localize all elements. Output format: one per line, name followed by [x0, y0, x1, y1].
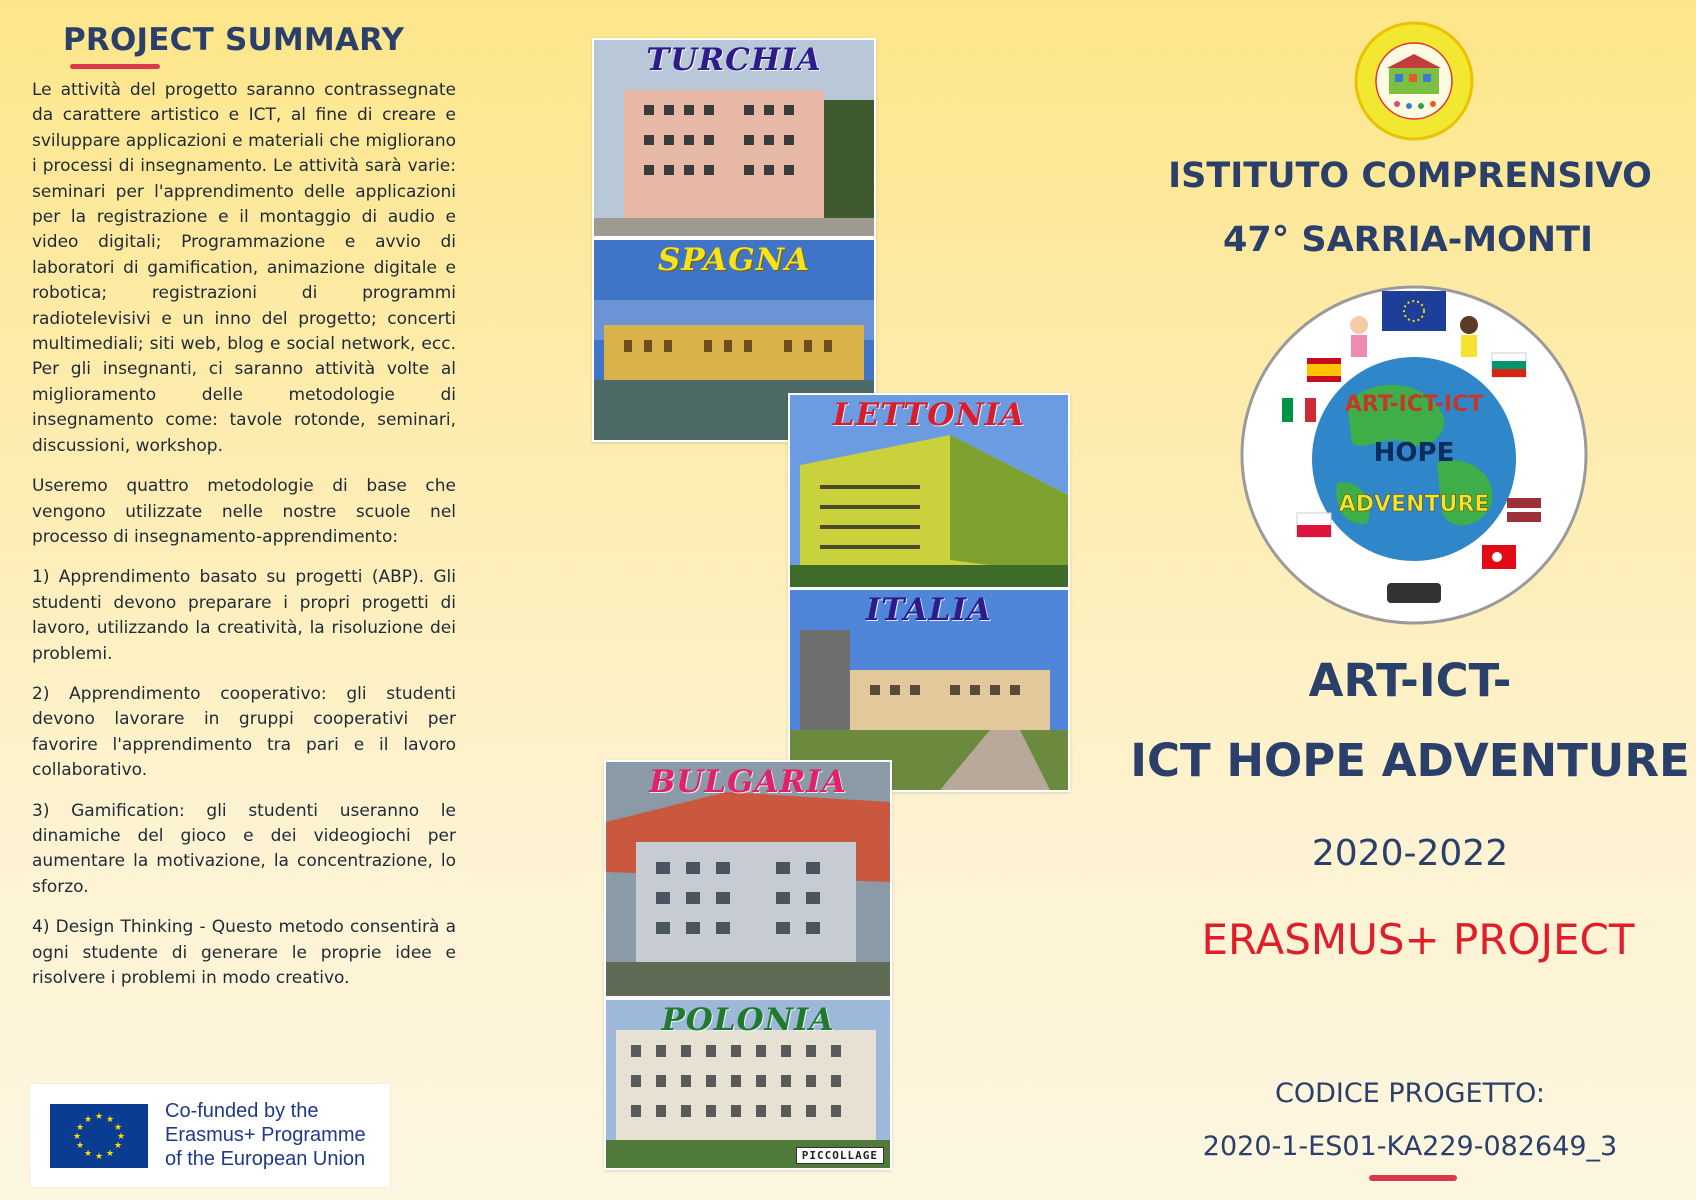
svg-text:★: ★	[94, 1112, 104, 1122]
summary-title-underline	[70, 64, 160, 69]
svg-text:★: ★	[72, 1132, 82, 1142]
school-logo	[1353, 20, 1475, 142]
project-years: 2020-2022	[1311, 833, 1509, 874]
summary-title: PROJECT SUMMARY	[63, 22, 405, 58]
project-logo-word: HOPE	[1373, 438, 1455, 468]
piccollage-watermark: PICCOLLAGE	[796, 1147, 884, 1164]
svg-text:★: ★	[105, 1115, 115, 1125]
photo-turchia	[592, 38, 876, 238]
summary-paragraph: Useremo quattro metodologie di base che vengono utilizzate nelle nostre scuole nel processo di insegnamento-apprendimento:	[32, 476, 456, 547]
project-logo-word: ART-ICT-ICT	[1344, 392, 1484, 417]
eu-text-line: of the European Union	[165, 1148, 366, 1170]
svg-text:★: ★	[75, 1141, 85, 1151]
eu-cofunded-text	[165, 1099, 380, 1171]
project-logo	[1237, 283, 1591, 627]
school-name-line1: ISTITUTO COMPRENSIVO	[1168, 156, 1652, 196]
photo-bulgaria	[604, 760, 892, 998]
summary-paragraph: 4) Design Thinking - Questo metodo consentirà a ogni studente di generare le proprie idee e risolvere i problemi in modo creativo.	[32, 917, 456, 988]
eu-flag-icon	[50, 1104, 148, 1168]
photo-label-spagna: SPAGNA	[657, 242, 811, 278]
svg-text:★: ★	[75, 1123, 85, 1133]
svg-text:★: ★	[83, 1115, 93, 1125]
project-title-line1: ART-ICT-	[1308, 654, 1512, 707]
summary-paragraph: Le attività del progetto saranno contrassegnate da carattere artistico e ICT, al fine di creare e sviluppare applicazioni e materiali che migliorano i processi di insegnamento. Le attività sarà varie: seminari per l'apprendimento delle applicazioni per la registrazione e il montaggio di audio e video digitali; Programmazione e avvio di laboratori di gamification, animazione digitale e robotica; registrazioni di programmi radiotelevisivi e un inno del progetto; concerti multimediali; siti web, blog e social network, ecc. Per gli insegnanti, ci saranno attività volte al miglioramento delle metodologie di insegnamento come: tavole rotonde, seminari, discussioni, workshop.	[32, 80, 456, 456]
project-logo-word: ADVENTURE	[1338, 492, 1490, 517]
summary-paragraph: 2) Apprendimento cooperativo: gli studenti devono lavorare in gruppi cooperativi per favorire l'apprendimento tra pari e il lavoro collaborativo.	[32, 683, 456, 781]
photo-polonia	[604, 998, 892, 1170]
svg-text:★: ★	[113, 1123, 123, 1133]
svg-text:★: ★	[83, 1149, 93, 1159]
photo-label-lettonia: LETTONIA	[832, 397, 1026, 433]
eu-text-line: Erasmus+ Programme	[165, 1124, 366, 1146]
project-code-label: CODICE PROGETTO:	[1274, 1078, 1545, 1109]
school-name-line2: 47° SARRIA-MONTI	[1223, 220, 1593, 260]
summary-paragraph: 3) Gamification: gli studenti useranno le dinamiche del gioco e dei videogiochi per aumentare la motivazione, la concentrazione, lo sforzo.	[32, 800, 456, 897]
project-title-line2: ICT HOPE ADVENTURE	[1130, 734, 1690, 787]
svg-text:★: ★	[105, 1149, 115, 1159]
svg-text:★: ★	[113, 1141, 123, 1151]
svg-text:★: ★	[116, 1132, 126, 1142]
svg-text:★: ★	[94, 1152, 104, 1162]
summary-paragraph: 1) Apprendimento basato su progetti (ABP). Gli studenti devono preparare i propri progetti di lavoro, utilizzando la creatività, la risoluzione dei problemi.	[32, 567, 456, 664]
summary-body	[32, 78, 456, 1006]
photo-lettonia	[788, 393, 1070, 589]
photo-label-turchia: TURCHIA	[646, 42, 822, 78]
project-code-underline	[1369, 1175, 1457, 1181]
photo-label-italia: ITALIA	[865, 592, 993, 628]
project-code-value: 2020-1-ES01-KA229-082649_3	[1202, 1131, 1618, 1162]
erasmus-project-label: ERASMUS+ PROJECT	[1201, 915, 1635, 964]
photo-label-polonia: POLONIA	[661, 1002, 835, 1038]
photo-label-bulgaria: BULGARIA	[649, 764, 847, 800]
eu-cofunded-badge	[30, 1084, 390, 1187]
eu-text-line: Co-funded by the	[165, 1100, 319, 1122]
